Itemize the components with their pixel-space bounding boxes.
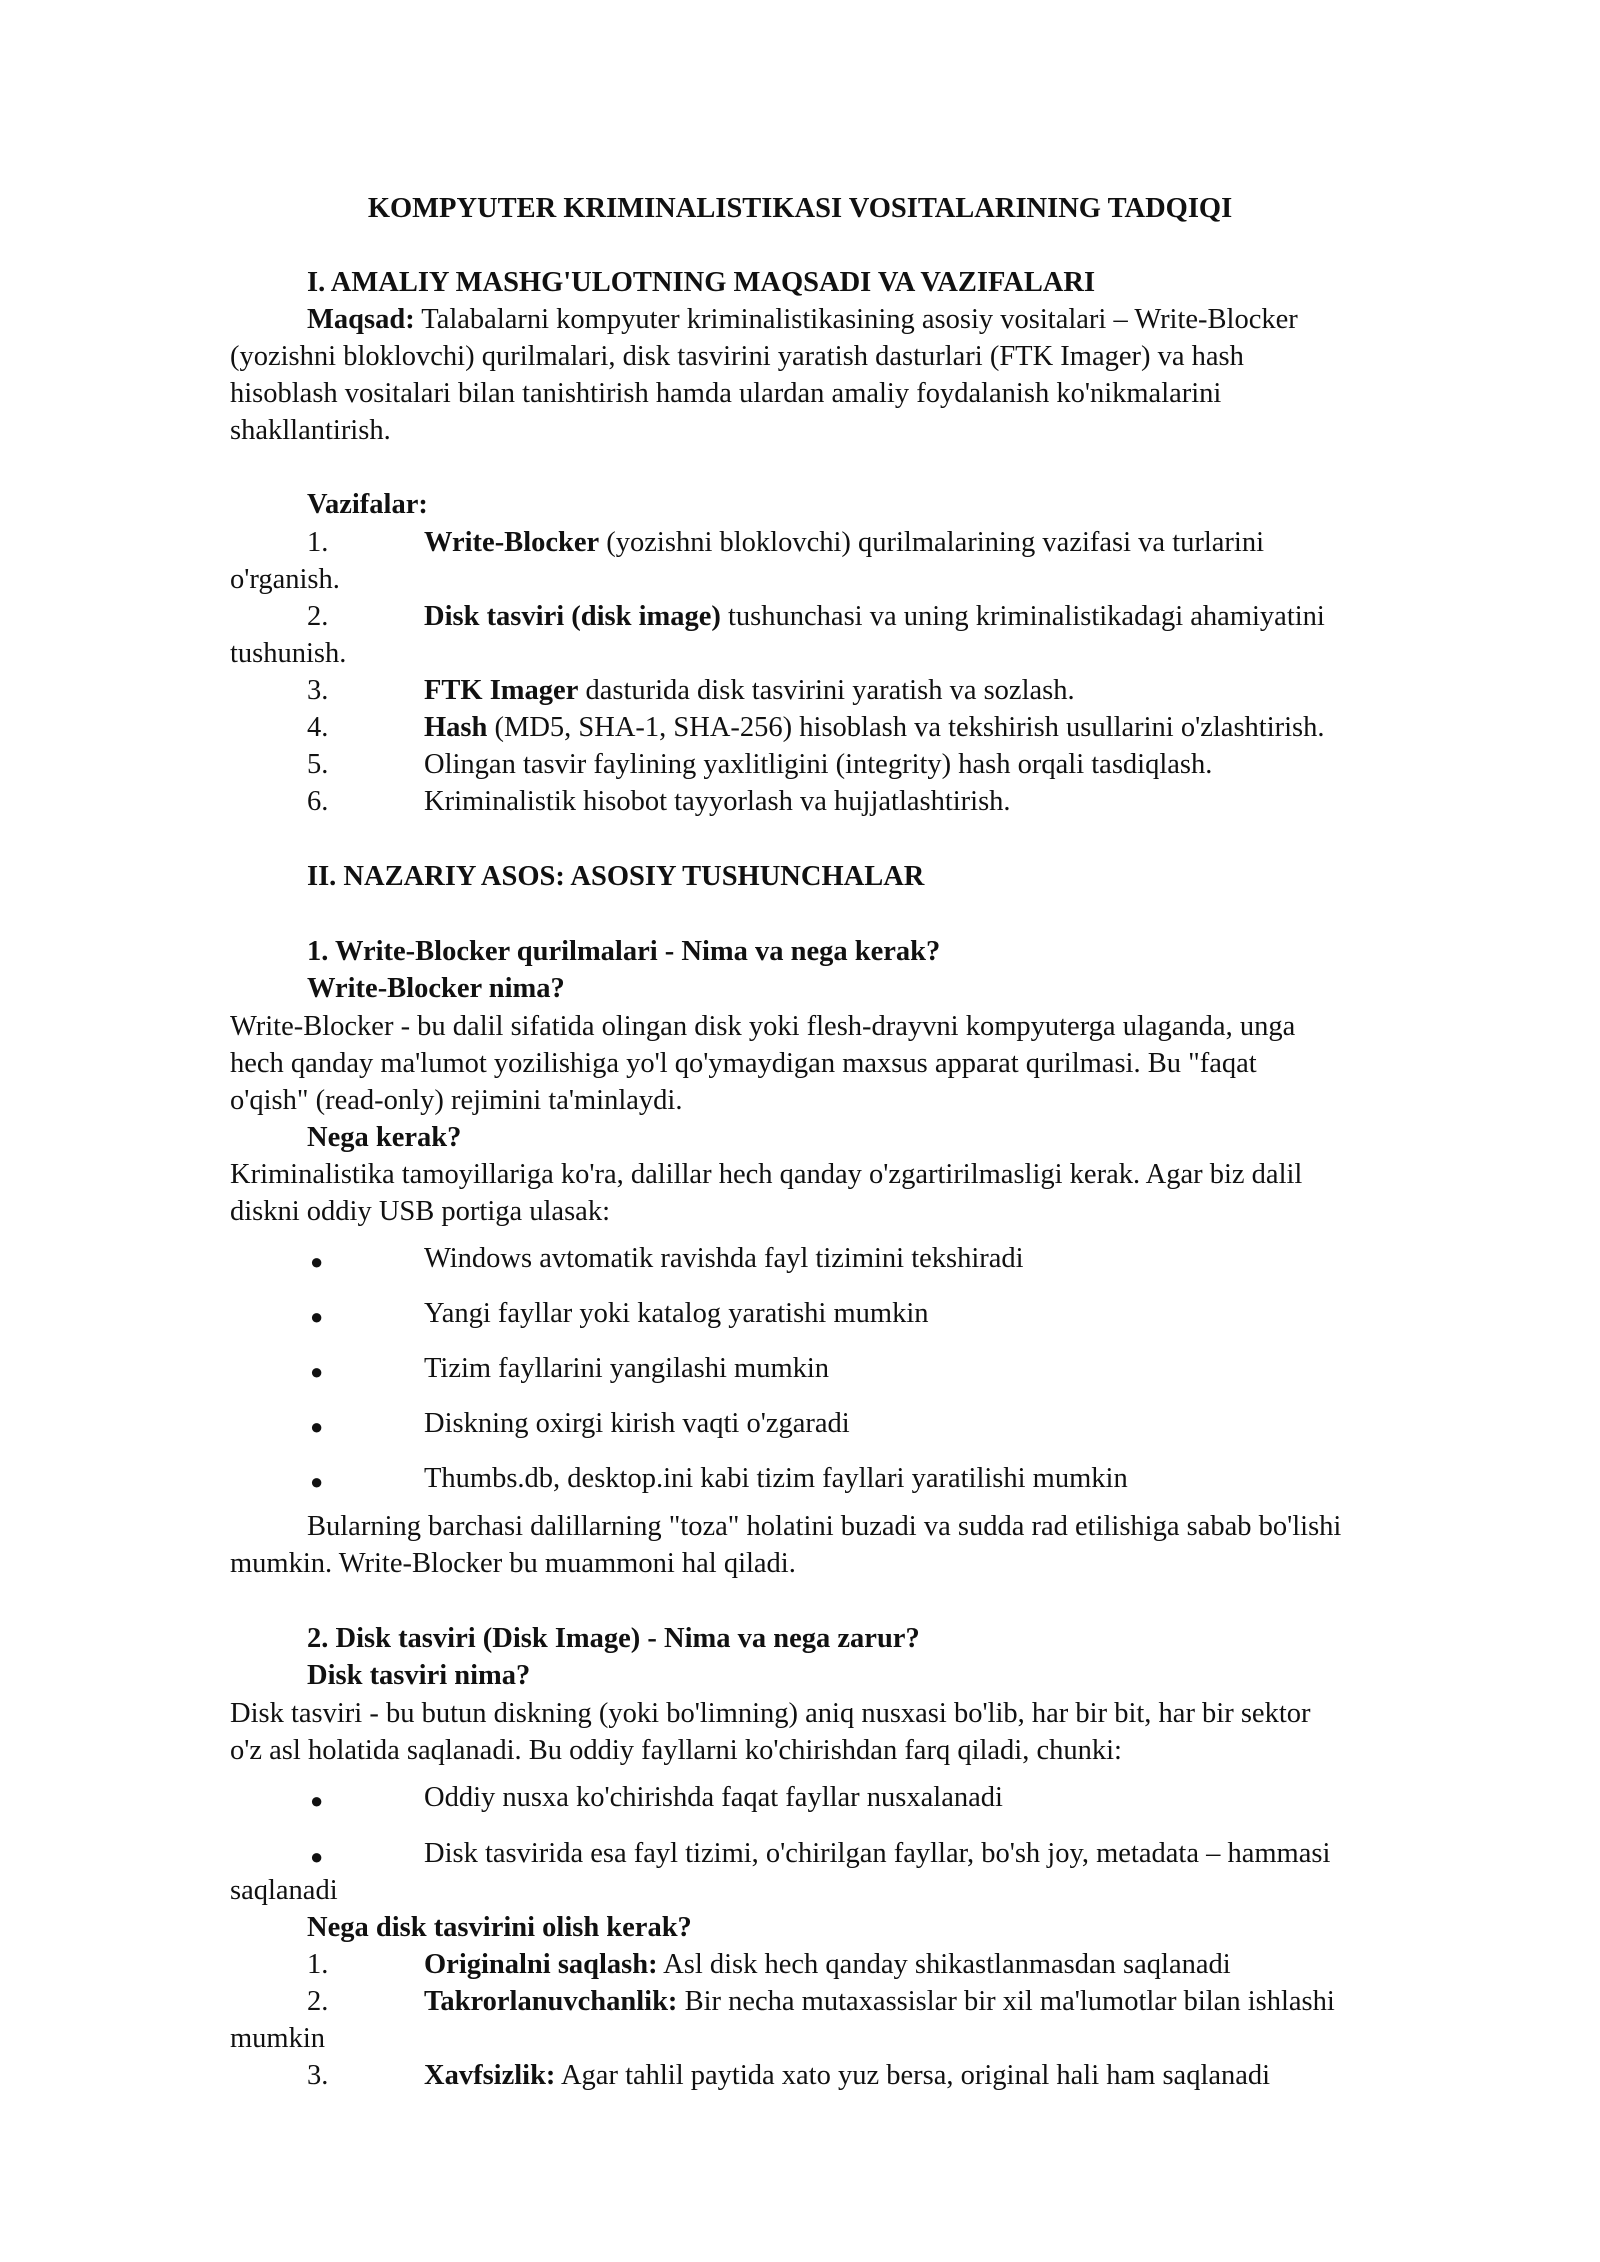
reason-number: 2. — [307, 1986, 329, 2017]
reason-item: Originalni saqlash: Asl disk hech qanday shikastlanmasdan saqlanadi — [424, 1949, 1231, 1980]
list-item: Yangi fayllar yoki katalog yaratishi mumkin — [424, 1298, 929, 1329]
task-number: 4. — [307, 712, 329, 743]
bullet-icon: ● — [310, 1249, 324, 1274]
task-item: Kriminalistik hisobot tayyorlash va hujjatlashtirish. — [424, 786, 1011, 817]
list-item: Thumbs.db, desktop.ini kabi tizim fayllari yaratilishi mumkin — [424, 1463, 1128, 1494]
task-item: FTK Imager dasturida disk tasvirini yaratish va sozlash. — [424, 675, 1075, 706]
task-number: 6. — [307, 786, 329, 817]
disk-image-para-line: o'z asl holatida saqlanadi. Bu oddiy fayllarni ko'chirishdan farq qiladi, chunki: — [230, 1735, 1122, 1766]
disk-image-subheading: Disk tasviri nima? — [307, 1660, 531, 1691]
maqsad-line-3: hisoblash vositalari bilan tanishtirish hamda ulardan amaliy foydalanish ko'nikmalarini — [230, 378, 1222, 409]
section-2-heading: II. NAZARIY ASOS: ASOSIY TUSHUNCHALAR — [307, 861, 925, 892]
list-item: Oddiy nusxa ko'chirishda faqat fayllar nusxalanadi — [424, 1782, 1003, 1813]
document-title: KOMPYUTER KRIMINALISTIKASI VOSITALARINING TADQIQI — [367, 193, 1233, 224]
task-item: Hash (MD5, SHA-1, SHA-256) hisoblash va tekshirish usullarini o'zlashtirish. — [424, 712, 1325, 743]
task-number: 3. — [307, 675, 329, 706]
maqsad-label: Maqsad: — [307, 304, 415, 335]
task-item: Disk tasviri (disk image) tushunchasi va uning kriminalistikadagi ahamiyatini — [424, 601, 1325, 632]
list-item: Tizim fayllarini yangilashi mumkin — [424, 1353, 830, 1384]
disk-image-heading: 2. Disk tasviri (Disk Image) - Nima va nega zarur? — [307, 1623, 920, 1654]
vazifalar-label: Vazifalar: — [307, 489, 428, 520]
write-blocker-para-line: Write-Blocker - bu dalil sifatida olingan disk yoki flesh-drayvni kompyuterga ulaganda, unga — [230, 1011, 1296, 1042]
write-blocker-para-line: hech qanday ma'lumot yozilishiga yo'l qo'ymaydigan maxsus apparat qurilmasi. Bu "faqat — [230, 1048, 1257, 1079]
maqsad-line-2: (yozishni bloklovchi) qurilmalari, disk tasvirini yaratish dasturlari (FTK Imager) va hash — [230, 341, 1244, 372]
reason-item: Xavfsizlik: Agar tahlil paytida xato yuz bersa, original hali ham saqlanadi — [424, 2060, 1271, 2091]
write-blocker-subheading: Write-Blocker nima? — [307, 973, 565, 1004]
bullet-icon: ● — [310, 1414, 324, 1439]
conclusion-line: mumkin. Write-Blocker bu muammoni hal qiladi. — [230, 1548, 796, 1579]
disk-image-para-line: Disk tasviri - bu butun diskning (yoki bo'limning) aniq nusxasi bo'lib, har bir bit, har bir sektor — [230, 1698, 1311, 1729]
task-number: 2. — [307, 601, 329, 632]
maqsad-line-1: Maqsad: Talabalarni kompyuter kriminalistikasining asosiy vositalari – Write-Blocker — [307, 304, 1298, 335]
task-item: Write-Blocker (yozishni bloklovchi) qurilmalarining vazifasi va turlarini — [424, 527, 1264, 558]
nega-disk-subheading: Nega disk tasvirini olish kerak? — [307, 1912, 692, 1943]
section-1-heading: I. AMALIY MASHG'ULOTNING MAQSADI VA VAZIFALARI — [307, 267, 1096, 298]
write-blocker-heading: 1. Write-Blocker qurilmalari - Nima va nega kerak? — [307, 936, 941, 967]
write-blocker-para-line: o'qish" (read-only) rejimini ta'minlaydi. — [230, 1085, 683, 1116]
maqsad-line-4: shakllantirish. — [230, 415, 391, 446]
nega-kerak-para-line: diskni oddiy USB portiga ulasak: — [230, 1196, 610, 1227]
bullet-icon: ● — [310, 1844, 324, 1869]
reason-item-continuation: mumkin — [230, 2023, 326, 2054]
list-item-continuation: saqlanadi — [230, 1875, 338, 1906]
task-item-continuation: tushunish. — [230, 638, 347, 669]
nega-kerak-subheading: Nega kerak? — [307, 1122, 462, 1153]
reason-number: 1. — [307, 1949, 329, 1980]
task-number: 1. — [307, 527, 329, 558]
conclusion-line: Bularning barchasi dalillarning "toza" holatini buzadi va sudda rad etilishiga sabab bo'lishi — [307, 1511, 1342, 1542]
nega-kerak-para-line: Kriminalistika tamoyillariga ko'ra, dalillar hech qanday o'zgartirilmasligi kerak. Agar biz dalil — [230, 1159, 1303, 1190]
task-item: Olingan tasvir faylining yaxlitligini (integrity) hash orqali tasdiqlash. — [424, 749, 1213, 780]
bullet-icon: ● — [310, 1469, 324, 1494]
task-number: 5. — [307, 749, 329, 780]
list-item: Disk tasvirida esa fayl tizimi, o'chirilgan fayllar, bo'sh joy, metadata – hammasi — [424, 1838, 1331, 1869]
bullet-icon: ● — [310, 1359, 324, 1384]
reason-number: 3. — [307, 2060, 329, 2091]
reason-item: Takrorlanuvchanlik: Bir necha mutaxassislar bir xil ma'lumotlar bilan ishlashi — [424, 1986, 1335, 2017]
bullet-icon: ● — [310, 1304, 324, 1329]
bullet-icon: ● — [310, 1788, 324, 1813]
task-item-continuation: o'rganish. — [230, 564, 340, 595]
list-item: Diskning oxirgi kirish vaqti o'zgaradi — [424, 1408, 850, 1439]
list-item: Windows avtomatik ravishda fayl tizimini tekshiradi — [424, 1243, 1024, 1274]
